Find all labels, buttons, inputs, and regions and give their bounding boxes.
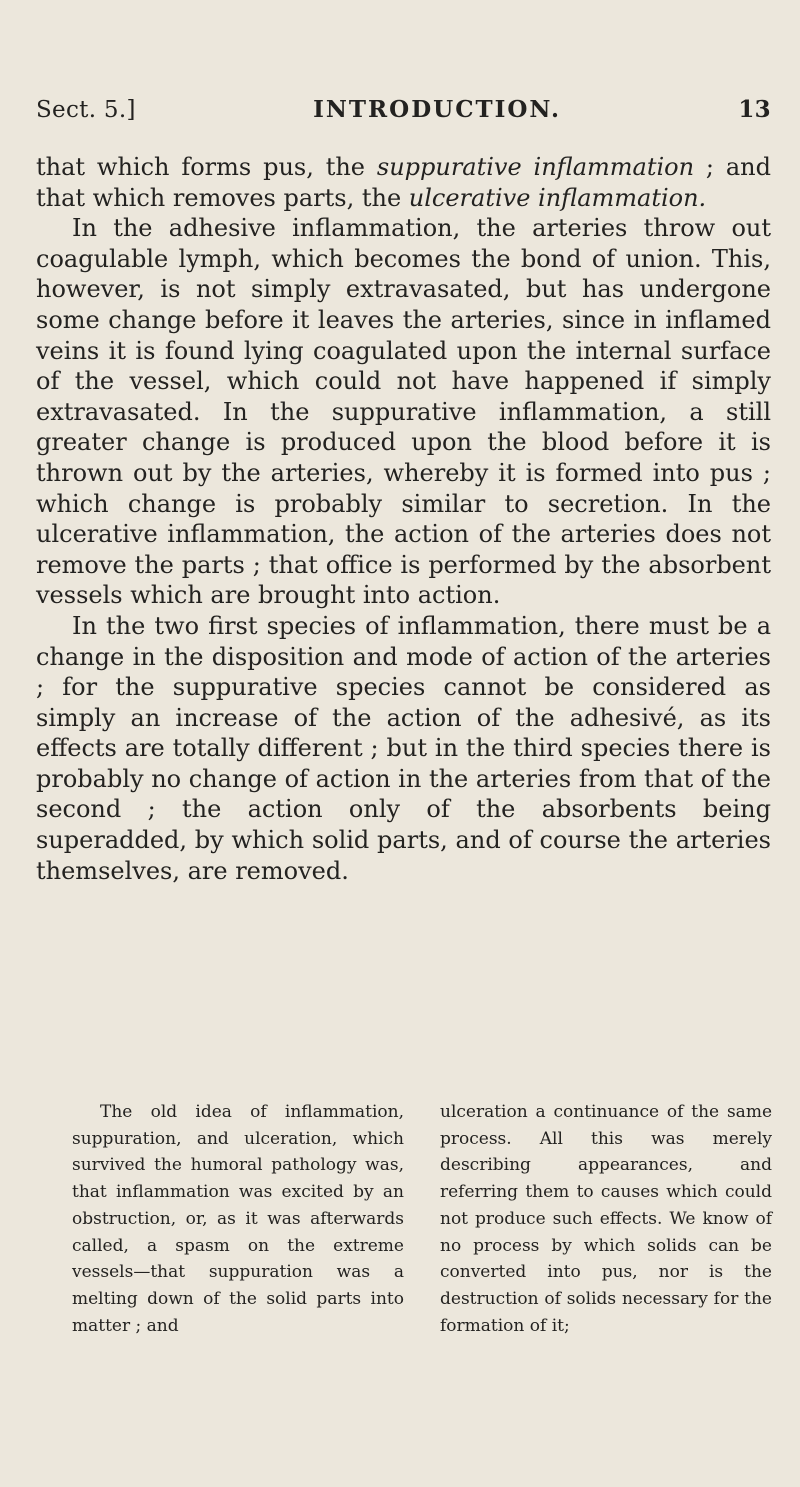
main-text bbox=[36, 152, 771, 886]
paragraph-text: ; and that which removes parts, the bbox=[36, 153, 771, 212]
section-label: Sect. 5.] bbox=[36, 97, 136, 123]
emphasis-ulcerative: ulcerative inflammation. bbox=[408, 183, 707, 212]
paragraph-inflammation-kinds bbox=[36, 152, 771, 213]
paragraph-adhesive: In the adhesive inflammation, the arteries throw out coagulable lymph, which becomes the bond of union. This, however, is not simply extravasated, but has undergone some change before it leaves the arteries, since in inflamed veins it is found lying coagulated upon the internal surface of the vessel, which could not have happened if simply extravasated. In the suppurative inflammation, a still greater change is produced upon the blood before it is thrown out by the arteries, whereby it is formed into pus ; which change is probably similar to secretion. In the ulcerative inflammation, the action of the arteries does not remove the parts ; that office is performed by the absorbent vessels which are brought into action. bbox=[36, 214, 771, 610]
footnote-column-right bbox=[440, 1099, 772, 1339]
footnote-column-left bbox=[72, 1099, 404, 1339]
running-title: INTRODUCTION. bbox=[313, 96, 561, 123]
paragraph-text: that which forms pus, the bbox=[36, 153, 377, 181]
footnote-text-right: ulceration a continuance of the same process. All this was merely describing appearances, and referring them to causes which could not produce such effects. We know of no process by which solids can be converted into pus, nor is the destruction of solids necessary for the formation of it; bbox=[440, 1102, 772, 1336]
page-number: 13 bbox=[738, 96, 771, 123]
footnote-columns bbox=[72, 1099, 772, 1339]
emphasis-suppurative: suppurative inflammation bbox=[376, 153, 695, 181]
paragraph-species: In the two first species of inflammation, there must be a change in the disposition and mode of action of the arteries ; for the suppurative species cannot be considered as simply an increase of the action of the adhesivé, as its effects are totally different ; but in the third species there is probably no change of action in the arteries from that of the second ; the action only of the absorbents being superadded, by which solid parts, and of course the arteries themselves, are removed. bbox=[36, 611, 771, 885]
footnote-text-left: The old idea of inflammation, suppuration, and ulceration, which survived the humoral pathology was, that inflammation was excited by an obstruction, or, as it was afterwards called, a spasm on the extreme vessels—that suppuration was a melting down of the solid parts into matter ; and bbox=[72, 1102, 404, 1336]
running-head bbox=[36, 96, 771, 136]
